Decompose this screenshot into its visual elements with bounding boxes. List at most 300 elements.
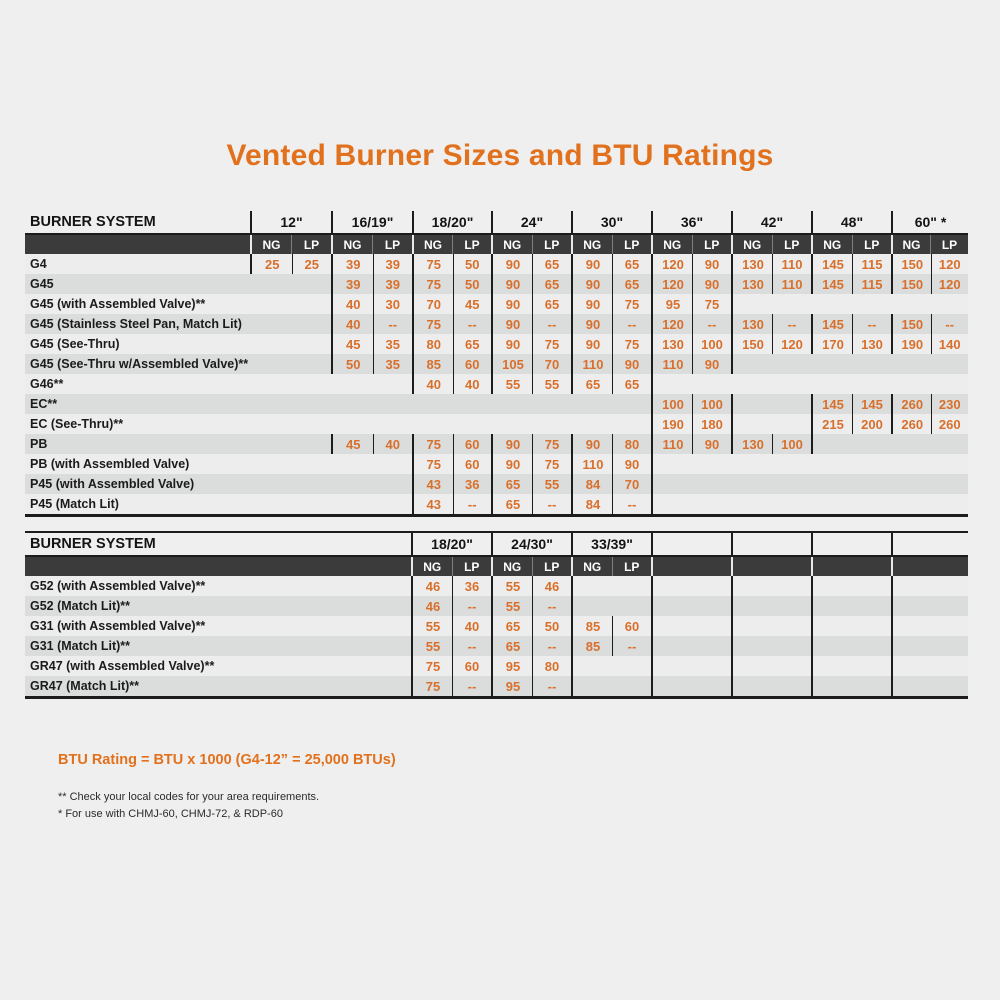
vented-burner-table-secondary bbox=[25, 531, 968, 699]
gas-type-ng-label: NG bbox=[343, 237, 362, 252]
value-cell-ng: 90 bbox=[505, 336, 521, 352]
value-cell-lp bbox=[852, 616, 891, 636]
value-group bbox=[250, 434, 331, 454]
value-group bbox=[811, 394, 891, 414]
gas-type-header-group bbox=[491, 235, 571, 254]
value-group bbox=[651, 334, 731, 354]
value-group bbox=[891, 474, 968, 494]
value-group bbox=[891, 676, 968, 696]
value-cell-ng: 40 bbox=[346, 296, 361, 312]
value-group bbox=[571, 414, 651, 434]
value-group bbox=[412, 254, 491, 274]
value-cell-ng bbox=[733, 656, 772, 676]
value-cell-ng: 39 bbox=[346, 256, 361, 272]
gas-type-lp-label: LP bbox=[772, 235, 812, 254]
value-group bbox=[412, 374, 491, 394]
row-label: P45 (with Assembled Valve) bbox=[30, 477, 195, 491]
gas-type-ng-label: NG bbox=[583, 559, 602, 574]
value-cell-ng bbox=[414, 414, 453, 434]
value-cell-lp: 100 bbox=[772, 434, 811, 454]
value-cell-lp: 110 bbox=[772, 274, 811, 294]
gas-type-lp-label: LP bbox=[852, 235, 892, 254]
column-size-header: 18/20" bbox=[411, 533, 491, 555]
value-group bbox=[811, 414, 891, 434]
value-cell-ng: 90 bbox=[585, 276, 601, 292]
value-group bbox=[571, 676, 651, 696]
value-cell-lp: 75 bbox=[612, 294, 651, 314]
value-cell-lp bbox=[772, 676, 811, 696]
value-cell-ng bbox=[252, 394, 292, 414]
value-group bbox=[571, 494, 651, 514]
value-cell-ng bbox=[733, 576, 772, 596]
value-cell-lp: 60 bbox=[612, 616, 651, 636]
value-group bbox=[891, 294, 968, 314]
value-group bbox=[891, 414, 968, 434]
value-group bbox=[731, 494, 811, 514]
column-size-header: 16/19" bbox=[331, 211, 412, 233]
value-group bbox=[571, 294, 651, 314]
row-label: GR47 (Match Lit)** bbox=[30, 679, 140, 693]
value-cell-lp: 90 bbox=[612, 454, 651, 474]
value-group bbox=[571, 334, 651, 354]
value-cell-ng: 75 bbox=[425, 678, 441, 694]
value-cell-lp: 115 bbox=[852, 274, 891, 294]
value-cell-ng: 110 bbox=[582, 456, 604, 472]
value-group bbox=[412, 334, 491, 354]
value-cell-lp: -- bbox=[453, 494, 492, 514]
value-cell-lp: 55 bbox=[532, 474, 571, 494]
value-group bbox=[811, 294, 891, 314]
value-cell-ng: 260 bbox=[901, 396, 924, 412]
value-cell-ng bbox=[333, 474, 373, 494]
value-group bbox=[571, 656, 651, 676]
value-cell-lp: -- bbox=[532, 494, 571, 514]
value-cell-lp bbox=[931, 374, 969, 394]
gas-type-header-bar bbox=[25, 557, 968, 576]
row-label: GR47 (with Assembled Valve)** bbox=[30, 659, 215, 673]
value-cell-lp bbox=[772, 454, 811, 474]
value-cell-ng bbox=[653, 576, 692, 596]
value-cell-lp bbox=[612, 656, 651, 676]
gas-type-header-group bbox=[571, 557, 651, 576]
value-cell-lp bbox=[692, 374, 731, 394]
value-group bbox=[491, 314, 571, 334]
value-cell-lp bbox=[772, 656, 811, 676]
value-cell-ng bbox=[813, 434, 852, 454]
gas-type-lp-label: LP bbox=[930, 235, 968, 254]
value-group bbox=[811, 314, 891, 334]
value-cell-lp bbox=[292, 354, 332, 374]
row-label: G46** bbox=[30, 377, 64, 391]
value-cell-lp: -- bbox=[532, 314, 571, 334]
value-cell-ng bbox=[653, 374, 692, 394]
value-group bbox=[891, 454, 968, 474]
value-cell-lp: 100 bbox=[692, 334, 731, 354]
value-group bbox=[811, 494, 891, 514]
gas-type-header-group bbox=[811, 235, 891, 254]
burner-system-header: BURNER SYSTEM bbox=[30, 536, 156, 552]
value-group bbox=[250, 374, 331, 394]
value-group bbox=[651, 474, 731, 494]
value-cell-ng: 145 bbox=[822, 276, 844, 292]
value-cell-ng bbox=[333, 374, 373, 394]
table-row bbox=[25, 454, 968, 474]
row-label: G31 (Match Lit)** bbox=[30, 639, 131, 653]
value-cell-lp bbox=[453, 394, 492, 414]
value-cell-lp bbox=[931, 454, 969, 474]
value-cell-ng: 39 bbox=[346, 276, 361, 292]
value-cell-lp bbox=[852, 454, 891, 474]
value-cell-lp bbox=[292, 314, 332, 334]
value-cell-ng bbox=[252, 294, 292, 314]
value-group bbox=[412, 294, 491, 314]
value-group bbox=[491, 494, 571, 514]
value-group bbox=[651, 394, 731, 414]
gas-type-ng-label: NG bbox=[663, 237, 682, 252]
value-group bbox=[571, 454, 651, 474]
value-group bbox=[571, 636, 651, 656]
value-cell-ng bbox=[893, 636, 931, 656]
value-cell-lp: 75 bbox=[612, 334, 651, 354]
value-cell-ng bbox=[733, 636, 772, 656]
value-group bbox=[731, 676, 811, 696]
value-group bbox=[491, 274, 571, 294]
value-group bbox=[571, 434, 651, 454]
value-cell-ng: 65 bbox=[505, 476, 521, 492]
value-cell-ng: 45 bbox=[346, 436, 361, 452]
value-cell-lp bbox=[373, 474, 413, 494]
value-group bbox=[811, 334, 891, 354]
value-group bbox=[651, 636, 731, 656]
value-cell-ng: 130 bbox=[662, 336, 684, 352]
value-cell-lp: 75 bbox=[692, 294, 731, 314]
value-cell-lp: 65 bbox=[532, 294, 571, 314]
value-cell-ng: 95 bbox=[665, 296, 681, 312]
value-cell-ng: 90 bbox=[585, 296, 601, 312]
value-cell-lp bbox=[772, 576, 811, 596]
value-cell-ng bbox=[493, 414, 532, 434]
column-size-header: 60" * bbox=[891, 211, 968, 233]
value-group bbox=[412, 394, 491, 414]
value-cell-ng bbox=[893, 474, 931, 494]
value-cell-ng bbox=[893, 374, 931, 394]
value-cell-ng: 70 bbox=[426, 296, 441, 312]
value-group bbox=[891, 494, 968, 514]
value-cell-ng: 46 bbox=[425, 578, 441, 594]
value-group bbox=[731, 656, 811, 676]
value-cell-ng: 150 bbox=[901, 276, 924, 292]
value-cell-ng bbox=[252, 334, 292, 354]
value-group bbox=[811, 354, 891, 374]
value-cell-lp bbox=[931, 494, 969, 514]
value-cell-ng: 120 bbox=[662, 256, 684, 272]
value-cell-ng bbox=[813, 474, 852, 494]
value-cell-ng bbox=[813, 494, 852, 514]
value-group bbox=[491, 596, 571, 616]
value-cell-lp: 35 bbox=[373, 334, 413, 354]
value-group bbox=[571, 616, 651, 636]
value-cell-lp bbox=[931, 354, 969, 374]
value-cell-lp: 75 bbox=[532, 434, 571, 454]
value-group bbox=[491, 294, 571, 314]
value-cell-lp bbox=[852, 596, 891, 616]
value-cell-lp: 90 bbox=[612, 354, 651, 374]
value-group bbox=[331, 254, 412, 274]
value-group bbox=[651, 374, 731, 394]
value-cell-ng bbox=[573, 576, 612, 596]
value-cell-ng bbox=[813, 354, 852, 374]
value-cell-lp: -- bbox=[931, 314, 969, 334]
value-cell-lp: 65 bbox=[612, 254, 651, 274]
value-cell-lp: 120 bbox=[931, 274, 969, 294]
table-row bbox=[25, 576, 968, 596]
value-cell-ng bbox=[893, 576, 931, 596]
value-cell-ng: 130 bbox=[742, 436, 764, 452]
value-cell-lp bbox=[772, 494, 811, 514]
gas-type-header-group bbox=[891, 235, 968, 254]
table-row bbox=[25, 294, 968, 314]
value-cell-ng: 130 bbox=[742, 256, 764, 272]
value-group bbox=[811, 254, 891, 274]
value-cell-ng: 90 bbox=[505, 436, 521, 452]
value-group bbox=[571, 254, 651, 274]
value-cell-ng: 95 bbox=[505, 678, 521, 694]
value-cell-lp bbox=[612, 676, 651, 696]
value-cell-ng: 145 bbox=[822, 316, 844, 332]
value-group bbox=[491, 474, 571, 494]
value-cell-ng: 145 bbox=[822, 396, 844, 412]
column-size-header: 48" bbox=[811, 211, 891, 233]
table-row bbox=[25, 596, 968, 616]
value-cell-lp: 200 bbox=[852, 414, 891, 434]
table-header-row bbox=[25, 211, 968, 235]
page-title: Vented Burner Sizes and BTU Ratings bbox=[226, 139, 774, 172]
value-cell-lp bbox=[931, 576, 969, 596]
value-cell-lp: 90 bbox=[692, 354, 731, 374]
value-cell-lp: 65 bbox=[532, 274, 571, 294]
value-cell-lp: -- bbox=[453, 314, 492, 334]
value-cell-lp: 46 bbox=[532, 576, 571, 596]
value-cell-lp bbox=[453, 414, 492, 434]
value-cell-ng bbox=[333, 394, 373, 414]
value-cell-ng: 50 bbox=[346, 356, 361, 372]
value-cell-ng: 90 bbox=[585, 256, 601, 272]
value-group bbox=[811, 374, 891, 394]
value-cell-ng: 145 bbox=[822, 256, 844, 272]
value-group bbox=[651, 434, 731, 454]
value-cell-lp: 65 bbox=[612, 374, 651, 394]
value-cell-lp bbox=[612, 394, 651, 414]
value-cell-ng bbox=[252, 374, 292, 394]
value-group bbox=[331, 454, 412, 474]
value-cell-lp bbox=[852, 676, 891, 696]
gas-type-header-group bbox=[731, 235, 811, 254]
column-size-header: 33/39" bbox=[571, 533, 651, 555]
value-group bbox=[811, 596, 891, 616]
value-group bbox=[731, 314, 811, 334]
row-label: G52 (with Assembled Valve)** bbox=[30, 579, 206, 593]
value-cell-ng bbox=[252, 414, 292, 434]
value-cell-ng bbox=[733, 374, 772, 394]
value-group bbox=[250, 334, 331, 354]
gas-type-ng-label: NG bbox=[503, 559, 522, 574]
value-cell-lp bbox=[931, 616, 969, 636]
value-cell-ng: 150 bbox=[742, 336, 764, 352]
value-cell-ng bbox=[733, 494, 772, 514]
value-cell-lp bbox=[532, 414, 571, 434]
value-cell-ng bbox=[893, 434, 931, 454]
value-group bbox=[651, 314, 731, 334]
value-cell-ng: 90 bbox=[505, 256, 521, 272]
footnote-local-codes: ** Check your local codes for your area requirements. bbox=[58, 791, 320, 803]
value-group bbox=[571, 474, 651, 494]
gas-type-header-bar bbox=[25, 235, 968, 254]
value-cell-lp: 70 bbox=[532, 354, 571, 374]
value-group bbox=[731, 474, 811, 494]
row-label: G45 (with Assembled Valve)** bbox=[30, 297, 206, 311]
value-cell-lp bbox=[292, 494, 332, 514]
value-cell-lp bbox=[292, 374, 332, 394]
value-cell-lp: -- bbox=[852, 314, 891, 334]
value-cell-lp: 70 bbox=[612, 474, 651, 494]
value-cell-ng: 170 bbox=[822, 336, 844, 352]
value-cell-lp: 45 bbox=[453, 294, 492, 314]
value-cell-ng bbox=[813, 656, 852, 676]
row-label: G52 (Match Lit)** bbox=[30, 599, 131, 613]
value-cell-ng: 85 bbox=[585, 638, 601, 654]
value-cell-lp bbox=[852, 434, 891, 454]
value-group bbox=[250, 394, 331, 414]
value-cell-ng bbox=[653, 494, 692, 514]
gas-type-header-group bbox=[491, 557, 571, 576]
value-cell-ng bbox=[813, 596, 852, 616]
gas-type-lp-label: LP bbox=[532, 235, 572, 254]
value-cell-lp bbox=[852, 636, 891, 656]
value-cell-lp bbox=[931, 434, 969, 454]
value-cell-ng bbox=[653, 454, 692, 474]
value-cell-lp: 80 bbox=[532, 656, 571, 676]
value-cell-ng: 55 bbox=[425, 618, 441, 634]
value-cell-lp: 65 bbox=[532, 254, 571, 274]
value-cell-lp bbox=[852, 656, 891, 676]
value-cell-lp: 39 bbox=[373, 254, 413, 274]
value-cell-ng bbox=[252, 354, 292, 374]
value-cell-ng: 190 bbox=[901, 336, 924, 352]
value-group bbox=[651, 354, 731, 374]
value-group bbox=[891, 596, 968, 616]
value-cell-lp bbox=[373, 414, 413, 434]
value-cell-lp bbox=[292, 274, 332, 294]
value-cell-ng bbox=[733, 294, 772, 314]
value-cell-ng: 85 bbox=[585, 618, 601, 634]
value-group bbox=[811, 474, 891, 494]
value-cell-ng: 84 bbox=[585, 476, 601, 492]
value-cell-lp bbox=[772, 374, 811, 394]
value-cell-ng: 90 bbox=[585, 336, 601, 352]
value-group bbox=[411, 636, 491, 656]
value-cell-ng bbox=[653, 616, 692, 636]
value-cell-ng bbox=[893, 354, 931, 374]
value-cell-lp bbox=[931, 474, 969, 494]
value-cell-ng: 75 bbox=[426, 316, 441, 332]
value-cell-ng: 75 bbox=[426, 256, 441, 272]
value-cell-ng bbox=[573, 414, 612, 434]
value-cell-lp: -- bbox=[452, 636, 491, 656]
value-group bbox=[891, 314, 968, 334]
value-cell-lp bbox=[292, 414, 332, 434]
value-group bbox=[331, 434, 412, 454]
value-cell-lp: -- bbox=[772, 314, 811, 334]
value-group bbox=[651, 676, 731, 696]
value-group bbox=[891, 434, 968, 454]
value-cell-lp bbox=[772, 354, 811, 374]
gas-type-header-group bbox=[811, 557, 891, 576]
value-cell-lp bbox=[692, 616, 731, 636]
value-cell-ng: 75 bbox=[425, 658, 441, 674]
value-cell-ng bbox=[813, 294, 852, 314]
value-group bbox=[731, 434, 811, 454]
value-group bbox=[811, 636, 891, 656]
value-group bbox=[491, 676, 571, 696]
value-cell-lp bbox=[772, 294, 811, 314]
value-cell-ng: 65 bbox=[505, 638, 521, 654]
value-cell-lp: 230 bbox=[931, 394, 969, 414]
gas-type-header-group bbox=[331, 235, 412, 254]
column-size-header: 24/30" bbox=[491, 533, 571, 555]
value-cell-ng: 43 bbox=[426, 476, 441, 492]
value-cell-ng bbox=[813, 374, 852, 394]
value-cell-lp: 35 bbox=[373, 354, 413, 374]
value-cell-lp bbox=[852, 354, 891, 374]
value-cell-ng bbox=[893, 454, 931, 474]
value-group bbox=[412, 274, 491, 294]
value-cell-lp: 50 bbox=[453, 254, 492, 274]
value-group bbox=[412, 414, 491, 434]
value-cell-ng bbox=[813, 636, 852, 656]
value-cell-ng bbox=[733, 414, 772, 434]
value-cell-lp: 40 bbox=[373, 434, 413, 454]
value-group bbox=[731, 294, 811, 314]
value-cell-lp bbox=[292, 454, 332, 474]
value-cell-ng: 55 bbox=[425, 638, 441, 654]
value-cell-ng: 75 bbox=[426, 276, 441, 292]
value-cell-lp bbox=[692, 676, 731, 696]
gas-type-lp-label: LP bbox=[612, 235, 652, 254]
value-cell-lp bbox=[931, 676, 969, 696]
value-group bbox=[411, 616, 491, 636]
value-cell-ng: 95 bbox=[505, 658, 521, 674]
value-group bbox=[891, 374, 968, 394]
value-group bbox=[331, 494, 412, 514]
gas-type-header-group bbox=[651, 235, 731, 254]
row-label: PB bbox=[30, 437, 48, 451]
value-cell-lp: 60 bbox=[453, 434, 492, 454]
value-cell-ng bbox=[414, 394, 453, 414]
value-cell-lp bbox=[852, 494, 891, 514]
table-row bbox=[25, 394, 968, 414]
column-size-header: 12" bbox=[250, 211, 331, 233]
value-cell-ng bbox=[893, 616, 931, 636]
value-group bbox=[651, 294, 731, 314]
value-cell-lp: 145 bbox=[852, 394, 891, 414]
value-group bbox=[412, 354, 491, 374]
value-cell-ng bbox=[893, 676, 931, 696]
value-group bbox=[731, 596, 811, 616]
value-group bbox=[571, 596, 651, 616]
row-label: PB (with Assembled Valve) bbox=[30, 457, 190, 471]
value-group bbox=[491, 414, 571, 434]
value-cell-ng bbox=[813, 454, 852, 474]
